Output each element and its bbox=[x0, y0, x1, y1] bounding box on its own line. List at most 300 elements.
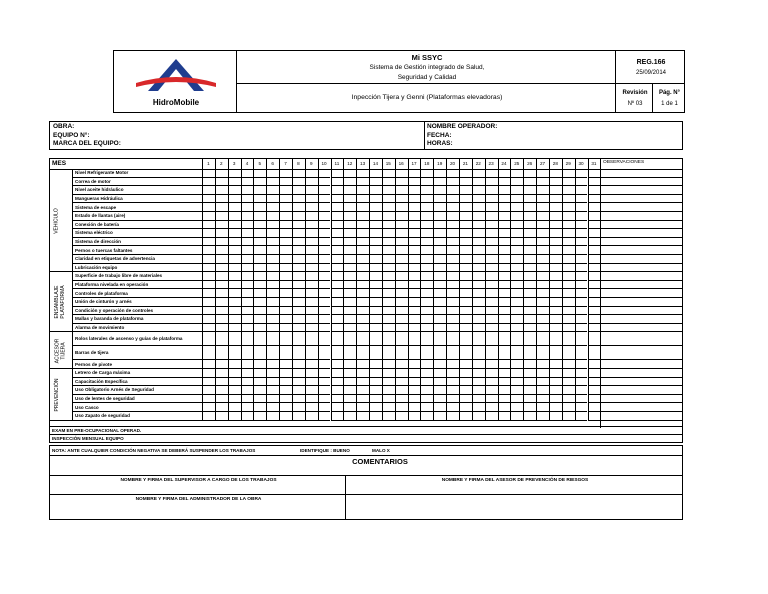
check-cell[interactable] bbox=[433, 395, 446, 404]
check-cell[interactable] bbox=[343, 360, 356, 369]
check-cell[interactable] bbox=[266, 298, 279, 307]
check-cell[interactable] bbox=[549, 195, 562, 204]
check-cell[interactable] bbox=[433, 378, 446, 387]
check-cell[interactable] bbox=[215, 238, 228, 247]
check-cell[interactable] bbox=[472, 332, 485, 346]
check-cell[interactable] bbox=[343, 395, 356, 404]
check-cell[interactable] bbox=[575, 403, 588, 412]
check-cell[interactable] bbox=[279, 369, 292, 378]
observation-cell[interactable] bbox=[600, 298, 682, 307]
check-cell[interactable] bbox=[305, 315, 318, 324]
check-cell[interactable] bbox=[343, 255, 356, 264]
check-cell[interactable] bbox=[510, 178, 523, 187]
check-cell[interactable] bbox=[343, 386, 356, 395]
check-cell[interactable] bbox=[575, 360, 588, 369]
check-cell[interactable] bbox=[369, 412, 382, 421]
check-cell[interactable] bbox=[343, 264, 356, 273]
check-cell[interactable] bbox=[279, 281, 292, 290]
check-cell[interactable] bbox=[382, 246, 395, 255]
observation-cell[interactable] bbox=[600, 195, 682, 204]
check-cell[interactable] bbox=[395, 395, 408, 404]
check-cell[interactable] bbox=[215, 378, 228, 387]
check-cell[interactable] bbox=[292, 255, 305, 264]
check-cell[interactable] bbox=[446, 255, 459, 264]
check-cell[interactable] bbox=[575, 255, 588, 264]
check-cell[interactable] bbox=[472, 169, 485, 178]
check-cell[interactable] bbox=[228, 298, 241, 307]
check-cell[interactable] bbox=[536, 386, 549, 395]
check-cell[interactable] bbox=[266, 178, 279, 187]
check-cell[interactable] bbox=[446, 360, 459, 369]
check-cell[interactable] bbox=[510, 169, 523, 178]
check-cell[interactable] bbox=[305, 186, 318, 195]
check-cell[interactable] bbox=[292, 272, 305, 281]
check-cell[interactable] bbox=[305, 169, 318, 178]
check-cell[interactable] bbox=[498, 272, 511, 281]
check-cell[interactable] bbox=[588, 246, 601, 255]
check-cell[interactable] bbox=[292, 281, 305, 290]
check-cell[interactable] bbox=[369, 386, 382, 395]
check-cell[interactable] bbox=[498, 403, 511, 412]
check-cell[interactable] bbox=[228, 195, 241, 204]
check-cell[interactable] bbox=[305, 272, 318, 281]
check-cell[interactable] bbox=[472, 195, 485, 204]
check-cell[interactable] bbox=[549, 246, 562, 255]
check-cell[interactable] bbox=[305, 255, 318, 264]
check-cell[interactable] bbox=[420, 403, 433, 412]
check-cell[interactable] bbox=[292, 203, 305, 212]
check-cell[interactable] bbox=[241, 332, 254, 346]
check-cell[interactable] bbox=[459, 307, 472, 316]
check-cell[interactable] bbox=[202, 395, 215, 404]
check-cell[interactable] bbox=[318, 395, 331, 404]
check-cell[interactable] bbox=[382, 395, 395, 404]
check-cell[interactable] bbox=[343, 378, 356, 387]
check-cell[interactable] bbox=[408, 229, 421, 238]
check-cell[interactable] bbox=[433, 412, 446, 421]
check-cell[interactable] bbox=[279, 307, 292, 316]
check-cell[interactable] bbox=[356, 221, 369, 230]
check-cell[interactable] bbox=[459, 212, 472, 221]
check-cell[interactable] bbox=[562, 360, 575, 369]
check-cell[interactable] bbox=[382, 307, 395, 316]
check-cell[interactable] bbox=[433, 169, 446, 178]
observation-cell[interactable] bbox=[600, 403, 682, 412]
check-cell[interactable] bbox=[433, 360, 446, 369]
check-cell[interactable] bbox=[562, 212, 575, 221]
check-cell[interactable] bbox=[498, 369, 511, 378]
check-cell[interactable] bbox=[228, 255, 241, 264]
check-cell[interactable] bbox=[433, 281, 446, 290]
check-cell[interactable] bbox=[472, 403, 485, 412]
check-cell[interactable] bbox=[228, 332, 241, 346]
check-cell[interactable] bbox=[420, 203, 433, 212]
check-cell[interactable] bbox=[472, 395, 485, 404]
check-cell[interactable] bbox=[523, 212, 536, 221]
check-cell[interactable] bbox=[446, 369, 459, 378]
check-cell[interactable] bbox=[446, 212, 459, 221]
check-cell[interactable] bbox=[498, 289, 511, 298]
check-cell[interactable] bbox=[588, 255, 601, 264]
check-cell[interactable] bbox=[266, 378, 279, 387]
check-cell[interactable] bbox=[305, 346, 318, 360]
check-cell[interactable] bbox=[459, 386, 472, 395]
check-cell[interactable] bbox=[202, 212, 215, 221]
check-cell[interactable] bbox=[266, 403, 279, 412]
check-cell[interactable] bbox=[510, 360, 523, 369]
check-cell[interactable] bbox=[279, 315, 292, 324]
check-cell[interactable] bbox=[575, 246, 588, 255]
check-cell[interactable] bbox=[433, 324, 446, 333]
check-cell[interactable] bbox=[241, 369, 254, 378]
check-cell[interactable] bbox=[241, 246, 254, 255]
check-cell[interactable] bbox=[408, 369, 421, 378]
check-cell[interactable] bbox=[369, 178, 382, 187]
check-cell[interactable] bbox=[485, 255, 498, 264]
check-cell[interactable] bbox=[305, 229, 318, 238]
check-cell[interactable] bbox=[266, 412, 279, 421]
check-cell[interactable] bbox=[549, 281, 562, 290]
check-cell[interactable] bbox=[266, 229, 279, 238]
observation-cell[interactable] bbox=[600, 178, 682, 187]
check-cell[interactable] bbox=[472, 264, 485, 273]
check-cell[interactable] bbox=[305, 298, 318, 307]
check-cell[interactable] bbox=[575, 386, 588, 395]
check-cell[interactable] bbox=[318, 255, 331, 264]
check-cell[interactable] bbox=[420, 186, 433, 195]
check-cell[interactable] bbox=[510, 403, 523, 412]
check-cell[interactable] bbox=[253, 264, 266, 273]
observation-cell[interactable] bbox=[600, 369, 682, 378]
check-cell[interactable] bbox=[420, 412, 433, 421]
check-cell[interactable] bbox=[228, 403, 241, 412]
check-cell[interactable] bbox=[472, 221, 485, 230]
check-cell[interactable] bbox=[266, 315, 279, 324]
check-cell[interactable] bbox=[318, 315, 331, 324]
check-cell[interactable] bbox=[408, 255, 421, 264]
check-cell[interactable] bbox=[588, 412, 601, 421]
check-cell[interactable] bbox=[420, 307, 433, 316]
check-cell[interactable] bbox=[562, 412, 575, 421]
observation-cell[interactable] bbox=[600, 221, 682, 230]
check-cell[interactable] bbox=[498, 246, 511, 255]
check-cell[interactable] bbox=[343, 332, 356, 346]
check-cell[interactable] bbox=[382, 203, 395, 212]
check-cell[interactable] bbox=[472, 315, 485, 324]
check-cell[interactable] bbox=[266, 255, 279, 264]
check-cell[interactable] bbox=[356, 203, 369, 212]
check-cell[interactable] bbox=[292, 395, 305, 404]
check-cell[interactable] bbox=[562, 324, 575, 333]
check-cell[interactable] bbox=[356, 332, 369, 346]
check-cell[interactable] bbox=[331, 289, 344, 298]
check-cell[interactable] bbox=[575, 195, 588, 204]
check-cell[interactable] bbox=[446, 221, 459, 230]
check-cell[interactable] bbox=[459, 315, 472, 324]
check-cell[interactable] bbox=[202, 289, 215, 298]
check-cell[interactable] bbox=[253, 412, 266, 421]
check-cell[interactable] bbox=[408, 332, 421, 346]
check-cell[interactable] bbox=[562, 229, 575, 238]
check-cell[interactable] bbox=[588, 212, 601, 221]
check-cell[interactable] bbox=[395, 298, 408, 307]
check-cell[interactable] bbox=[369, 169, 382, 178]
check-cell[interactable] bbox=[279, 169, 292, 178]
check-cell[interactable] bbox=[343, 324, 356, 333]
check-cell[interactable] bbox=[241, 229, 254, 238]
check-cell[interactable] bbox=[420, 369, 433, 378]
check-cell[interactable] bbox=[253, 169, 266, 178]
check-cell[interactable] bbox=[356, 298, 369, 307]
check-cell[interactable] bbox=[459, 403, 472, 412]
check-cell[interactable] bbox=[331, 255, 344, 264]
check-cell[interactable] bbox=[536, 360, 549, 369]
check-cell[interactable] bbox=[202, 246, 215, 255]
check-cell[interactable] bbox=[395, 307, 408, 316]
check-cell[interactable] bbox=[292, 264, 305, 273]
check-cell[interactable] bbox=[562, 332, 575, 346]
check-cell[interactable] bbox=[202, 324, 215, 333]
check-cell[interactable] bbox=[382, 324, 395, 333]
check-cell[interactable] bbox=[395, 221, 408, 230]
check-cell[interactable] bbox=[575, 412, 588, 421]
check-cell[interactable] bbox=[549, 307, 562, 316]
check-cell[interactable] bbox=[433, 246, 446, 255]
check-cell[interactable] bbox=[202, 307, 215, 316]
check-cell[interactable] bbox=[549, 412, 562, 421]
check-cell[interactable] bbox=[588, 378, 601, 387]
check-cell[interactable] bbox=[228, 378, 241, 387]
check-cell[interactable] bbox=[523, 378, 536, 387]
check-cell[interactable] bbox=[510, 369, 523, 378]
check-cell[interactable] bbox=[305, 332, 318, 346]
check-cell[interactable] bbox=[343, 246, 356, 255]
observation-cell[interactable] bbox=[600, 289, 682, 298]
check-cell[interactable] bbox=[343, 195, 356, 204]
check-cell[interactable] bbox=[562, 178, 575, 187]
check-cell[interactable] bbox=[523, 272, 536, 281]
check-cell[interactable] bbox=[395, 229, 408, 238]
check-cell[interactable] bbox=[549, 212, 562, 221]
check-cell[interactable] bbox=[266, 212, 279, 221]
check-cell[interactable] bbox=[510, 186, 523, 195]
check-cell[interactable] bbox=[588, 332, 601, 346]
check-cell[interactable] bbox=[253, 246, 266, 255]
check-cell[interactable] bbox=[279, 272, 292, 281]
check-cell[interactable] bbox=[549, 264, 562, 273]
check-cell[interactable] bbox=[420, 324, 433, 333]
check-cell[interactable] bbox=[343, 221, 356, 230]
check-cell[interactable] bbox=[202, 281, 215, 290]
observation-cell[interactable] bbox=[600, 307, 682, 316]
check-cell[interactable] bbox=[228, 221, 241, 230]
check-cell[interactable] bbox=[215, 203, 228, 212]
check-cell[interactable] bbox=[485, 386, 498, 395]
check-cell[interactable] bbox=[459, 238, 472, 247]
check-cell[interactable] bbox=[420, 386, 433, 395]
check-cell[interactable] bbox=[305, 386, 318, 395]
check-cell[interactable] bbox=[446, 324, 459, 333]
check-cell[interactable] bbox=[395, 332, 408, 346]
check-cell[interactable] bbox=[382, 315, 395, 324]
check-cell[interactable] bbox=[305, 395, 318, 404]
check-cell[interactable] bbox=[279, 212, 292, 221]
check-cell[interactable] bbox=[408, 378, 421, 387]
check-cell[interactable] bbox=[228, 178, 241, 187]
check-cell[interactable] bbox=[472, 212, 485, 221]
check-cell[interactable] bbox=[549, 395, 562, 404]
check-cell[interactable] bbox=[215, 221, 228, 230]
check-cell[interactable] bbox=[446, 307, 459, 316]
check-cell[interactable] bbox=[202, 412, 215, 421]
check-cell[interactable] bbox=[318, 264, 331, 273]
check-cell[interactable] bbox=[318, 403, 331, 412]
check-cell[interactable] bbox=[562, 395, 575, 404]
check-cell[interactable] bbox=[562, 221, 575, 230]
check-cell[interactable] bbox=[253, 221, 266, 230]
check-cell[interactable] bbox=[382, 289, 395, 298]
check-cell[interactable] bbox=[356, 346, 369, 360]
check-cell[interactable] bbox=[228, 186, 241, 195]
check-cell[interactable] bbox=[292, 289, 305, 298]
check-cell[interactable] bbox=[498, 186, 511, 195]
check-cell[interactable] bbox=[588, 395, 601, 404]
check-cell[interactable] bbox=[202, 369, 215, 378]
check-cell[interactable] bbox=[562, 378, 575, 387]
check-cell[interactable] bbox=[472, 272, 485, 281]
check-cell[interactable] bbox=[510, 255, 523, 264]
check-cell[interactable] bbox=[305, 281, 318, 290]
check-cell[interactable] bbox=[459, 369, 472, 378]
check-cell[interactable] bbox=[472, 386, 485, 395]
check-cell[interactable] bbox=[241, 386, 254, 395]
check-cell[interactable] bbox=[549, 324, 562, 333]
check-cell[interactable] bbox=[588, 298, 601, 307]
check-cell[interactable] bbox=[549, 360, 562, 369]
check-cell[interactable] bbox=[356, 378, 369, 387]
check-cell[interactable] bbox=[253, 378, 266, 387]
check-cell[interactable] bbox=[253, 386, 266, 395]
check-cell[interactable] bbox=[420, 289, 433, 298]
check-cell[interactable] bbox=[331, 346, 344, 360]
check-cell[interactable] bbox=[498, 346, 511, 360]
check-cell[interactable] bbox=[318, 324, 331, 333]
check-cell[interactable] bbox=[459, 264, 472, 273]
check-cell[interactable] bbox=[253, 178, 266, 187]
check-cell[interactable] bbox=[523, 246, 536, 255]
check-cell[interactable] bbox=[485, 378, 498, 387]
check-cell[interactable] bbox=[241, 412, 254, 421]
check-cell[interactable] bbox=[356, 272, 369, 281]
check-cell[interactable] bbox=[562, 246, 575, 255]
check-cell[interactable] bbox=[228, 281, 241, 290]
check-cell[interactable] bbox=[369, 221, 382, 230]
check-cell[interactable] bbox=[446, 289, 459, 298]
check-cell[interactable] bbox=[446, 264, 459, 273]
check-cell[interactable] bbox=[292, 378, 305, 387]
check-cell[interactable] bbox=[305, 403, 318, 412]
check-cell[interactable] bbox=[433, 272, 446, 281]
check-cell[interactable] bbox=[446, 378, 459, 387]
check-cell[interactable] bbox=[318, 378, 331, 387]
check-cell[interactable] bbox=[369, 289, 382, 298]
check-cell[interactable] bbox=[562, 255, 575, 264]
check-cell[interactable] bbox=[215, 272, 228, 281]
check-cell[interactable] bbox=[549, 386, 562, 395]
check-cell[interactable] bbox=[510, 395, 523, 404]
check-cell[interactable] bbox=[395, 186, 408, 195]
check-cell[interactable] bbox=[305, 289, 318, 298]
check-cell[interactable] bbox=[485, 315, 498, 324]
check-cell[interactable] bbox=[343, 238, 356, 247]
check-cell[interactable] bbox=[472, 186, 485, 195]
check-cell[interactable] bbox=[228, 203, 241, 212]
check-cell[interactable] bbox=[343, 178, 356, 187]
observation-cell[interactable] bbox=[600, 324, 682, 333]
observation-cell[interactable] bbox=[600, 203, 682, 212]
check-cell[interactable] bbox=[420, 360, 433, 369]
check-cell[interactable] bbox=[228, 412, 241, 421]
check-cell[interactable] bbox=[331, 360, 344, 369]
check-cell[interactable] bbox=[472, 229, 485, 238]
check-cell[interactable] bbox=[253, 369, 266, 378]
check-cell[interactable] bbox=[292, 360, 305, 369]
check-cell[interactable] bbox=[549, 178, 562, 187]
check-cell[interactable] bbox=[523, 178, 536, 187]
check-cell[interactable] bbox=[202, 378, 215, 387]
check-cell[interactable] bbox=[523, 332, 536, 346]
check-cell[interactable] bbox=[459, 178, 472, 187]
check-cell[interactable] bbox=[446, 186, 459, 195]
check-cell[interactable] bbox=[575, 178, 588, 187]
check-cell[interactable] bbox=[420, 212, 433, 221]
check-cell[interactable] bbox=[266, 246, 279, 255]
check-cell[interactable] bbox=[472, 412, 485, 421]
check-cell[interactable] bbox=[459, 378, 472, 387]
check-cell[interactable] bbox=[523, 369, 536, 378]
check-cell[interactable] bbox=[202, 186, 215, 195]
check-cell[interactable] bbox=[356, 238, 369, 247]
check-cell[interactable] bbox=[343, 203, 356, 212]
check-cell[interactable] bbox=[549, 346, 562, 360]
check-cell[interactable] bbox=[279, 412, 292, 421]
check-cell[interactable] bbox=[485, 281, 498, 290]
check-cell[interactable] bbox=[523, 289, 536, 298]
check-cell[interactable] bbox=[420, 221, 433, 230]
check-cell[interactable] bbox=[382, 378, 395, 387]
check-cell[interactable] bbox=[588, 178, 601, 187]
observation-cell[interactable] bbox=[600, 315, 682, 324]
check-cell[interactable] bbox=[433, 403, 446, 412]
check-cell[interactable] bbox=[343, 186, 356, 195]
check-cell[interactable] bbox=[253, 324, 266, 333]
check-cell[interactable] bbox=[253, 395, 266, 404]
check-cell[interactable] bbox=[549, 203, 562, 212]
check-cell[interactable] bbox=[575, 369, 588, 378]
check-cell[interactable] bbox=[318, 178, 331, 187]
check-cell[interactable] bbox=[228, 246, 241, 255]
check-cell[interactable] bbox=[549, 186, 562, 195]
check-cell[interactable] bbox=[215, 195, 228, 204]
check-cell[interactable] bbox=[331, 332, 344, 346]
check-cell[interactable] bbox=[395, 386, 408, 395]
check-cell[interactable] bbox=[472, 378, 485, 387]
check-cell[interactable] bbox=[549, 255, 562, 264]
check-cell[interactable] bbox=[575, 212, 588, 221]
check-cell[interactable] bbox=[266, 395, 279, 404]
check-cell[interactable] bbox=[369, 255, 382, 264]
check-cell[interactable] bbox=[536, 307, 549, 316]
